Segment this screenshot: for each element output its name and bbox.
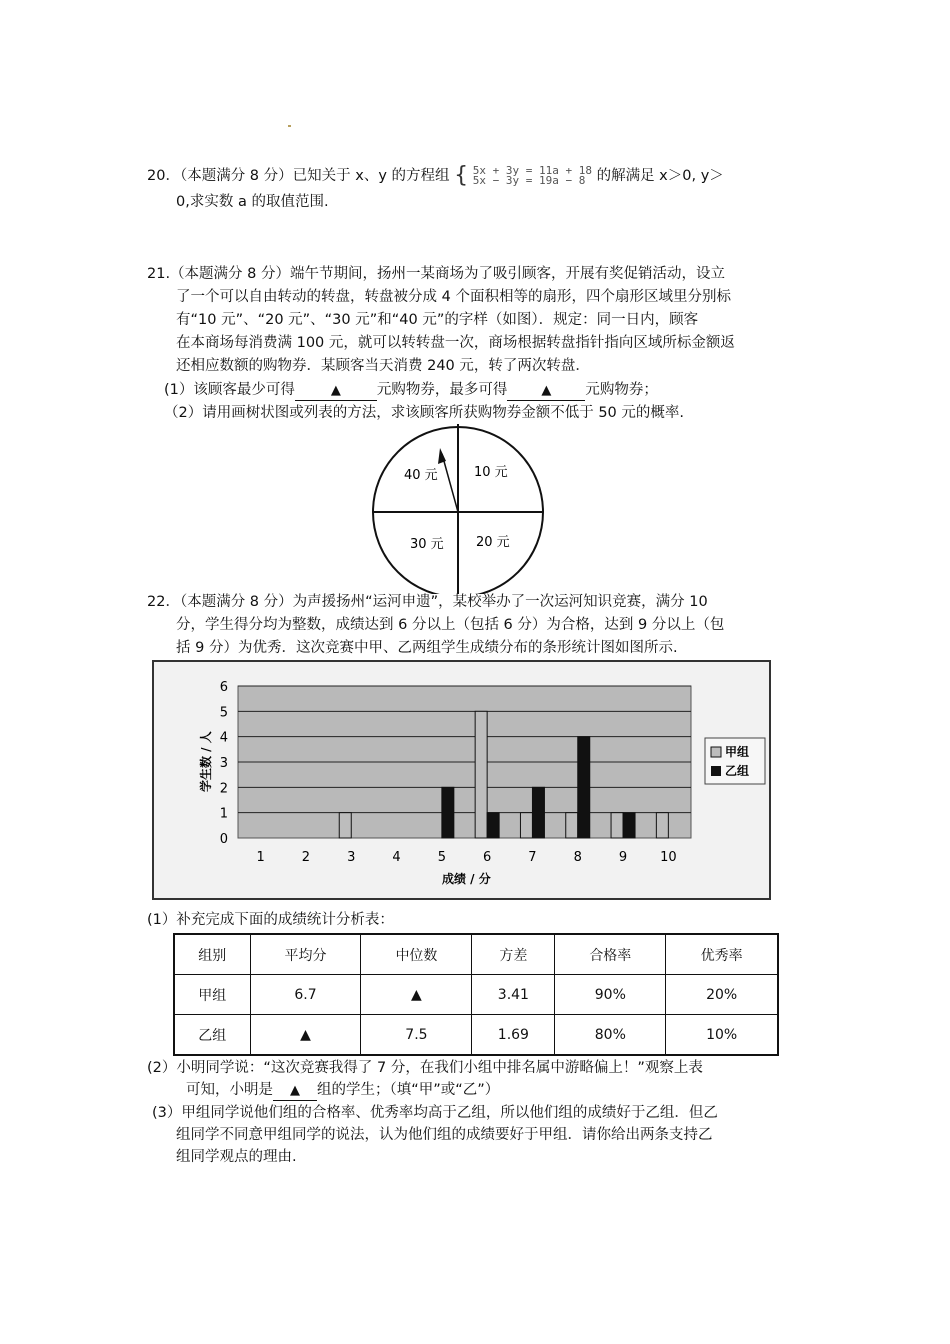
q21-sub1-text-b: 元购物券，最多可得 <box>376 382 508 398</box>
x-tick-label: 7 <box>528 850 537 865</box>
bar-yi-5 <box>442 787 454 838</box>
bar-yi-7 <box>532 787 544 838</box>
q20-text-post: 的解满足 x＞0, y＞ <box>596 168 724 184</box>
x-tick-label: 8 <box>573 850 582 865</box>
q21-sub1-text-a: (1）该顾客最少可得 <box>164 382 295 398</box>
q21-sub2: （2）请用画树状图或列表的方法，求该顾客所获购物券金额不低于 50 元的概率. <box>164 405 685 421</box>
x-axis-label: 成绩 / 分 <box>442 872 491 886</box>
y-tick-label: 4 <box>219 730 228 746</box>
equation-system <box>473 166 592 186</box>
equation-brace: { <box>454 163 469 188</box>
bar-jia-6 <box>475 711 487 838</box>
q22-sub2-text-b: 组的学生；（填“甲”或“乙”） <box>317 1082 500 1098</box>
table-header-row <box>174 934 778 975</box>
score-bar-chart <box>152 660 772 902</box>
bar-jia-9 <box>611 813 623 838</box>
table-row <box>174 975 778 1015</box>
x-tick-label: 9 <box>618 850 628 865</box>
table-header-cell: 中位数 <box>361 934 472 975</box>
q21-line4: 在本商场每消费满 100 元，就可以转转盘一次，商场根据转盘指针指向区域所标金额返 <box>176 335 735 351</box>
legend-swatch-jia <box>711 747 721 757</box>
legend-label-jia: 甲组 <box>725 745 750 759</box>
bar-yi-9 <box>623 813 635 838</box>
table-header-cell: 合格率 <box>555 934 666 975</box>
answer-cell-mean[interactable]: ▲ <box>250 1015 361 1056</box>
spinner-label-20: 20 元 <box>476 535 510 550</box>
equation-2: 5x − 3y = 19a − 8 <box>472 174 586 187</box>
q22-sub3-line3: 组同学观点的理由. <box>176 1149 297 1165</box>
spinner-label-40: 40 元 <box>404 468 438 483</box>
q20-line2: 0,求实数 a 的取值范围. <box>176 194 329 210</box>
q21-line5: 还相应数额的购物券．某顾客当天消费 240 元，转了两次转盘． <box>176 358 590 374</box>
y-tick-label: 3 <box>219 756 228 771</box>
table-cell: 90% <box>555 975 666 1015</box>
q22-sub3-line2: 组同学不同意甲组同学的说法，认为他们组的成绩要好于甲组．请你给出两条支持乙 <box>176 1127 713 1143</box>
table-row <box>174 1015 778 1056</box>
q22-sub2-line2 <box>186 1080 499 1101</box>
q22-line1: 22．（本题满分 8 分）为声援扬州“运河申遗”，某校举办了一次运河知识竞赛，满分 10 <box>147 594 708 610</box>
q21-line2: 了一个可以自由转动的转盘，转盘被分成 4 个面积相等的扇形，四个扇形区域里分别标 <box>176 289 731 305</box>
q21-sub1 <box>164 380 658 401</box>
bar-jia-10 <box>656 813 668 838</box>
q20-line1 <box>147 163 724 188</box>
y-axis-label: 学生数 / 人 <box>199 731 213 792</box>
legend-swatch-yi <box>711 766 721 776</box>
x-tick-label: 2 <box>301 850 311 865</box>
bar-jia-3 <box>339 813 351 838</box>
q21-sub1-text-c: 元购物券； <box>585 382 658 398</box>
bar-yi-6 <box>487 813 499 838</box>
y-tick-label: 0 <box>219 832 228 847</box>
q21-line3: 有“10 元”、“20 元”、“30 元”和“40 元”的字样（如图）．规定：同一日内，顾客 <box>176 312 699 328</box>
q21-line1: 21.（本题满分 8 分）端午节期间，扬州一某商场为了吸引顾客，开展有奖促销活动，设立 <box>147 266 725 282</box>
answer-blank-group[interactable]: ▲ <box>273 1082 317 1101</box>
x-tick-label: 6 <box>483 850 492 865</box>
bar-jia-8 <box>566 813 578 838</box>
table-header-cell: 组别 <box>174 934 250 975</box>
table-cell: 6.7 <box>250 975 361 1015</box>
table-header-cell: 优秀率 <box>666 934 778 975</box>
answer-blank-min[interactable]: ▲ <box>295 382 377 401</box>
q22-sub1: (1）补充完成下面的成绩统计分析表： <box>147 912 394 928</box>
q22-line3: 括 9 分）为优秀．这次竞赛中甲、乙两组学生成绩分布的条形统计图如图所示. <box>176 640 678 656</box>
bar-yi-8 <box>578 737 590 838</box>
spinner-label-10: 10 元 <box>474 465 508 480</box>
q22-line2: 分，学生得分均为整数，成绩达到 6 分以上（包括 6 分）为合格，达到 9 分以上（包 <box>176 617 725 633</box>
table-header-cell: 方差 <box>472 934 555 975</box>
x-tick-label: 10 <box>660 850 677 865</box>
spinner-diagram <box>370 424 550 594</box>
y-tick-label: 6 <box>219 680 228 695</box>
table-cell: 1.69 <box>472 1015 555 1056</box>
answer-blank-max[interactable]: ▲ <box>507 382 585 401</box>
x-tick-label: 4 <box>392 850 401 865</box>
q22-sub3-line1: (3）甲组同学说他们组的合格率、优秀率均高于乙组，所以他们组的成绩好于乙组．但乙 <box>152 1105 718 1121</box>
chart-legend <box>705 738 765 784</box>
q22-sub2-line1: (2）小明同学说：“这次竞赛我得了 7 分，在我们小组中排名属中游略偏上！”观察上表 <box>147 1060 703 1076</box>
bar-jia-7 <box>520 813 532 838</box>
table-cell: 甲组 <box>174 975 250 1015</box>
x-tick-label: 3 <box>347 850 356 865</box>
q22-sub2-text-a: 可知，小明是 <box>186 1082 273 1098</box>
q20-text-pre: 20．（本题满分 8 分）已知关于 x、y 的方程组 <box>147 168 450 184</box>
y-tick-label: 1 <box>219 806 228 822</box>
table-cell: 10% <box>666 1015 778 1056</box>
stats-table <box>173 933 779 1056</box>
equation-1: 5x + 3y = 11a + 18 <box>472 164 592 177</box>
table-cell: 3.41 <box>472 975 555 1015</box>
y-tick-label: 2 <box>219 781 228 797</box>
spinner-label-30: 30 元 <box>410 537 444 552</box>
answer-cell-median[interactable]: ▲ <box>361 975 472 1015</box>
table-cell: 80% <box>555 1015 666 1056</box>
table-header-cell: 平均分 <box>250 934 361 975</box>
table-cell: 20% <box>666 975 778 1015</box>
legend-label-yi: 乙组 <box>725 764 750 778</box>
stray-mark <box>288 125 291 127</box>
spinner-pointer <box>442 454 458 512</box>
table-cell: 7.5 <box>361 1015 472 1056</box>
x-tick-label: 5 <box>437 850 446 865</box>
y-tick-label: 5 <box>219 705 228 721</box>
x-tick-label: 1 <box>256 850 265 865</box>
table-cell: 乙组 <box>174 1015 250 1056</box>
